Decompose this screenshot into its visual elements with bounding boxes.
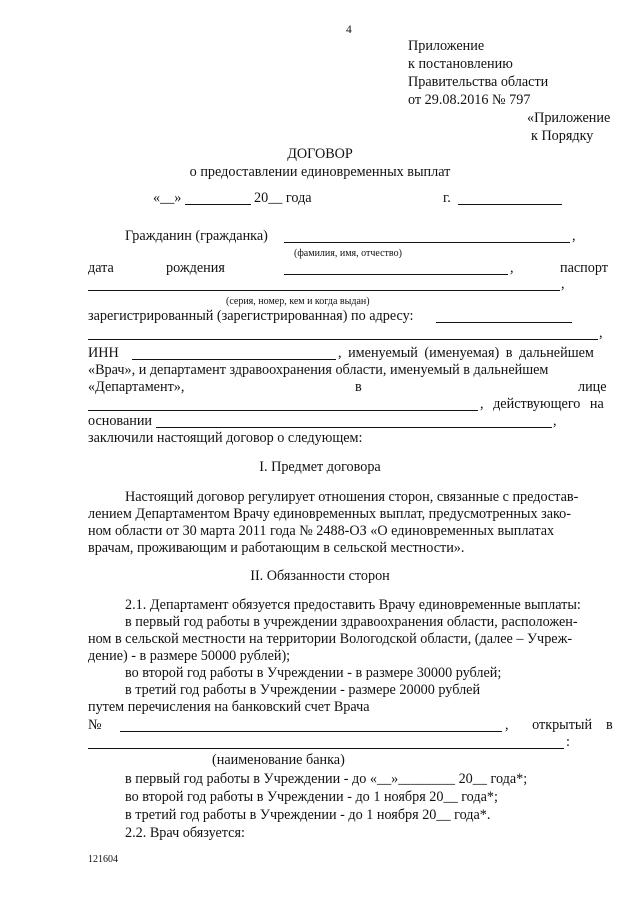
term-3: в третий год работы в Учреждении - до 1 ноября 20__ года*. [125,807,491,823]
passport-word: паспорт [560,260,608,276]
vrach-line: «Врач», и департамент здравоохранения области, именуемый в дальнейшем [88,362,549,378]
section1-line-1: Настоящий договор регулирует отношения сторон, связанные с предостав- [125,489,579,505]
p21-line-7: путем перечисления на банковский счет Врача [88,699,370,715]
city-label: г. [443,190,451,206]
section1-line-4: врачам, проживающим и работающим в сельской местности». [88,540,465,556]
representative-blank [88,410,478,411]
inn-blank [132,359,336,360]
date-month-blank [185,204,251,205]
page-number: 4 [346,24,352,36]
bank-caption: (наименование банка) [212,752,345,768]
appendix-line-3: Правительства области [408,74,549,90]
basis-word: основании [88,413,153,429]
section1-line-3: ном области от 30 марта 2011 года № 2488-ОЗ «О единовременных выплатах [88,523,555,539]
document-subtitle: о предоставлении единовременных выплат [189,164,451,180]
v-word: в [355,379,362,395]
citizen-label: Гражданин (гражданка) [125,228,268,244]
v-word-2: в [606,717,613,733]
litse-word: лице [578,379,607,395]
appendix-line-2: к постановлению [408,56,513,72]
appendix-sub-2: к Порядку [531,128,594,144]
section1-line-2: лением Департаментом Врачу единовременных выплат, предусмотренных зако- [88,506,571,522]
concluded-text: заключили настоящий договор о следующем: [88,430,363,446]
p22-text: 2.2. Врач обязуется: [125,825,245,841]
passport-blank [88,290,560,291]
footer-code: 121604 [88,854,118,865]
address-blank [436,322,572,323]
section1-heading: I. Предмет договора [259,459,381,475]
appendix-line-1: Приложение [408,38,485,54]
comma: , [599,325,603,341]
inn-label: ИНН [88,345,119,361]
birth-blank [284,274,508,275]
bank-blank [88,748,564,749]
p21-line-6: в третий год работы в Учреждении - размере 20000 рублей [125,682,481,698]
acting-text: , действующего на [480,396,604,412]
appendix-line-4: от 29.08.2016 № 797 [408,92,531,108]
account-blank [120,731,502,732]
opened-word: , открытый [505,717,593,733]
named-text: , именуемый (именуемая) в дальнейшем [338,345,594,361]
account-no: № [88,717,102,733]
appendix-sub-1: «Приложение [527,110,611,126]
comma: , [572,228,576,244]
passport-caption: (серия, номер, кем и когда выдан) [226,296,370,307]
date-word: дата [88,260,114,276]
date-year: 20__ года [254,190,312,206]
p21-line-3: ном в сельской местности на территории Вологодской области, (далее – Учреж- [88,631,573,647]
comma: , [553,413,557,429]
p21-line-5: во второй год работы в Учреждении - в размере 30000 рублей; [125,665,502,681]
term-2: во второй год работы в Учреждении - до 1 ноября 20__ года*; [125,789,498,805]
p21-line-2: в первый год работы в учреждении здравоохранения области, расположен- [125,614,578,630]
comma: , [561,276,565,292]
date-quote: «__» [153,190,182,206]
fio-caption: (фамилия, имя, отчество) [294,248,402,259]
city-blank [458,204,562,205]
colon: : [566,734,570,750]
p21-line-1: 2.1. Департамент обязуется предоставить Врачу единовременные выплаты: [125,597,581,613]
comma: , [510,260,514,276]
document-title: ДОГОВОР [287,146,353,162]
departament-word: «Департамент», [88,379,185,395]
address-blank-2 [88,339,598,340]
term-1: в первый год работы в Учреждении - до «__»________ 20__ года*; [125,771,528,787]
birth-word: рождения [166,260,225,276]
basis-blank [156,427,552,428]
p21-line-4: дение) - в размере 50000 рублей); [88,648,291,664]
fio-blank [284,242,570,243]
section2-heading: II. Обязанности сторон [250,568,390,584]
registered-label: зарегистрированный (зарегистрированная) по адресу: [88,308,414,324]
